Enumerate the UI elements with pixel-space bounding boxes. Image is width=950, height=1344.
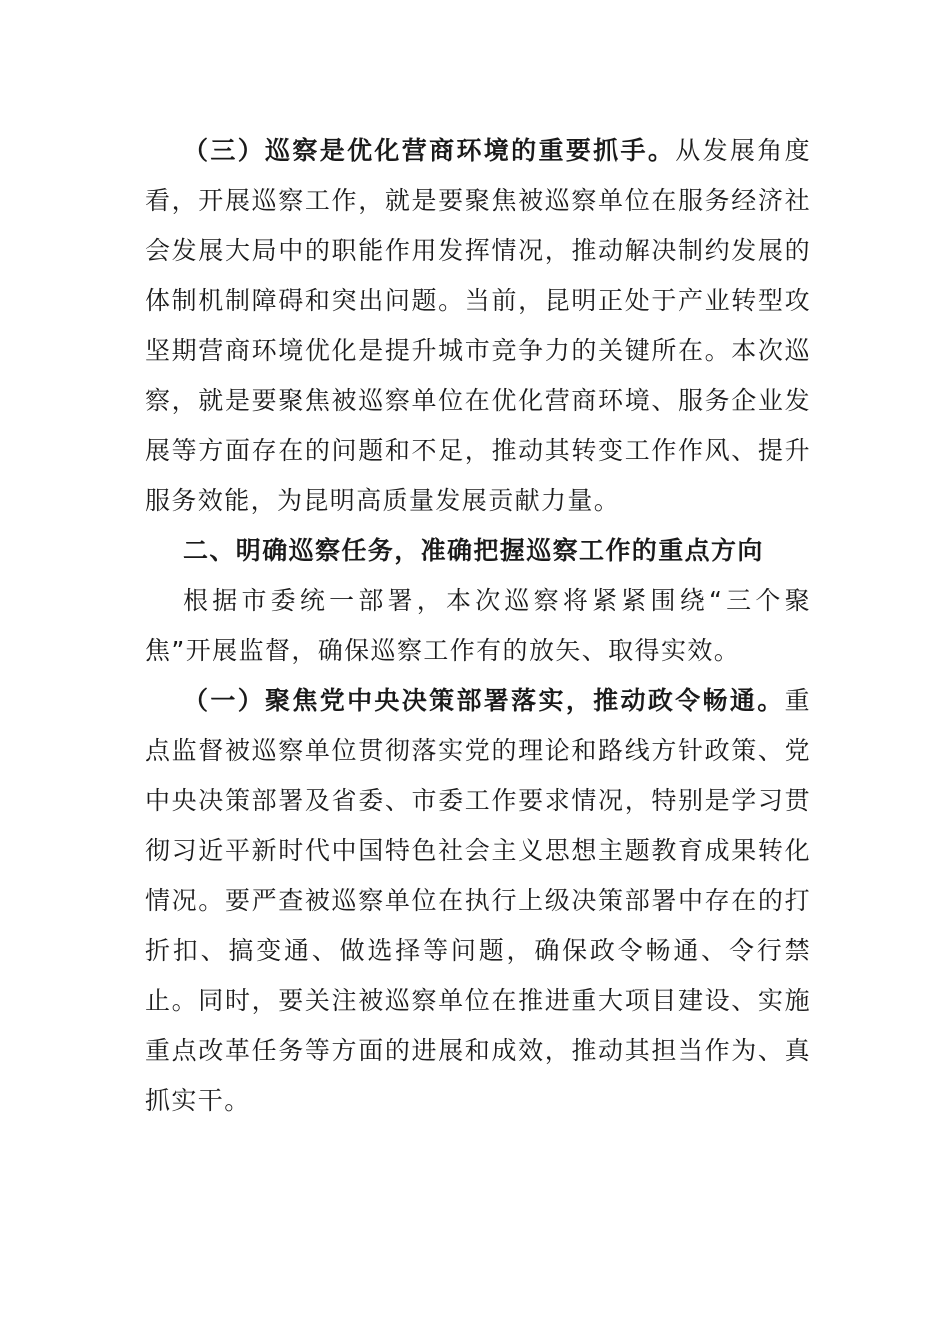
section-heading-2: 二、明确巡察任务，准确把握巡察工作的重点方向 — [183, 536, 764, 565]
paragraph-lead-bold: （一）聚焦党中央决策部署落实，推动政令畅通。 — [183, 686, 785, 715]
paragraph-text: 从发展角度看，开展巡察工作，就是要聚焦被巡察单位在服务经济社会发展大局中的职能作用发挥情况，推动解决制约发展的体制机制障碍和突出问题。当前，昆明正处于产业转型攻坚期营商环境优化是提升城市竞争力的关键所在。本次巡察，就是要聚焦被巡察单位在优化营商环境、服务企业发展等方面存在的问题和不足，推动其转变工作作风、提升服务效能，为昆明高质量发展贡献力量。 — [145, 136, 811, 515]
document-body — [145, 126, 811, 1126]
paragraph-lead-bold: （三）巡察是优化营商环境的重要抓手。 — [183, 136, 676, 165]
paragraph-text: 重点监督被巡察单位贯彻落实党的理论和路线方针政策、党中央决策部署及省委、市委工作要求情况，特别是学习贯彻习近平新时代中国特色社会主义思想主题教育成果转化情况。要严查被巡察单位在执行上级决策部署中存在的打折扣、搞变通、做选择等问题，确保政令畅通、令行禁止。同时，要关注被巡察单位在推进重大项目建设、实施重点改革任务等方面的进展和成效，推动其担当作为、真抓实干。 — [145, 686, 811, 1115]
paragraph-intro-2: 根据市委统一部署，本次巡察将紧紧围绕“三个聚焦”开展监督，确保巡察工作有的放矢、取得实效。 — [145, 586, 811, 665]
paragraph-section-3 — [145, 126, 811, 526]
paragraph-focus-1 — [145, 676, 811, 1126]
